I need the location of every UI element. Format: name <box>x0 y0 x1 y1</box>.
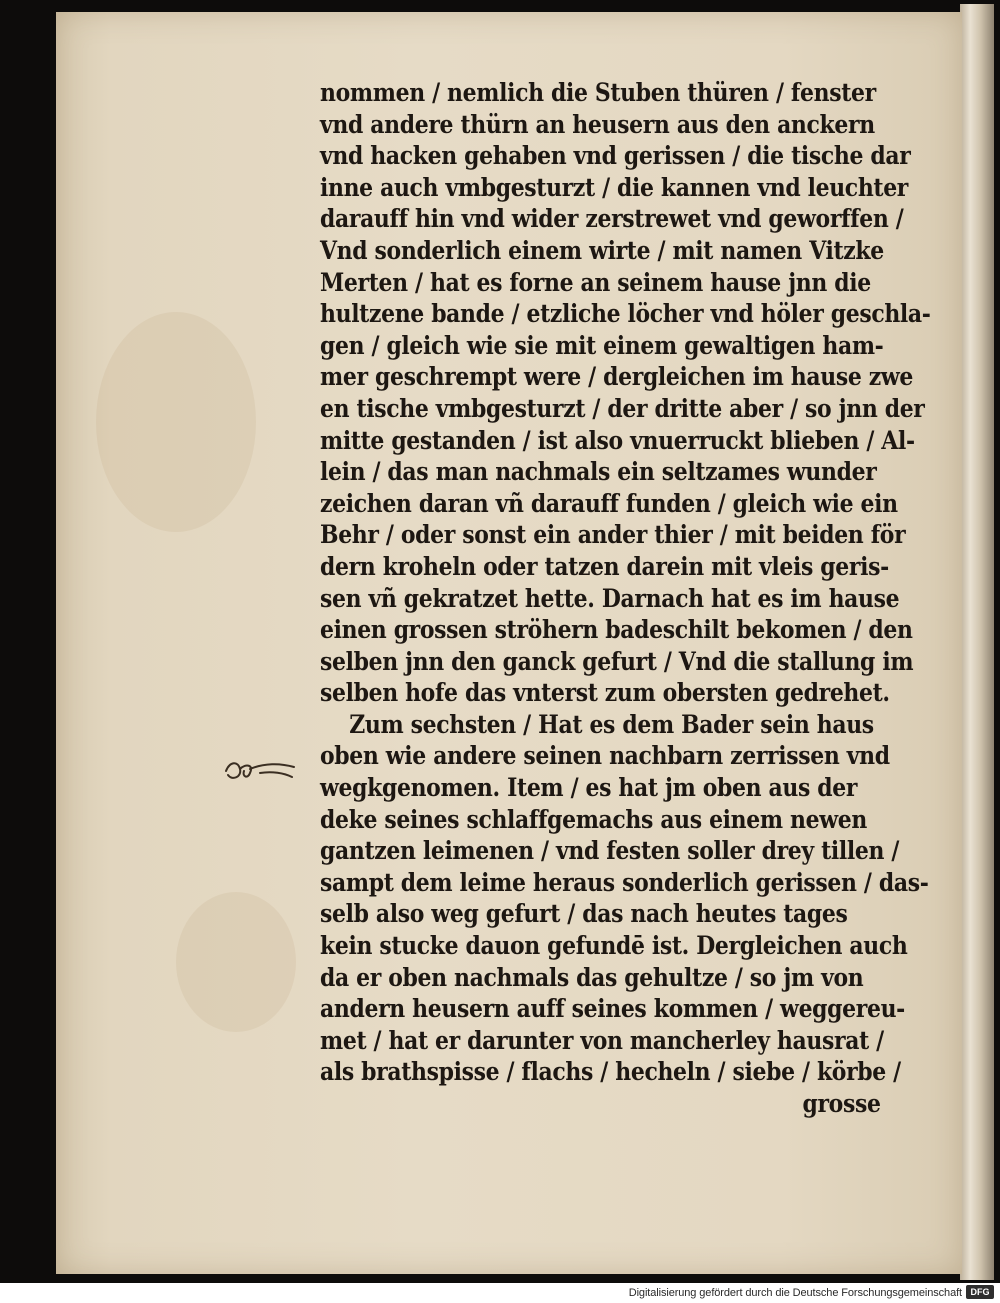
page-text <box>320 78 970 1121</box>
text-line: Vnd sonderlich einem wirte / mit namen Vitzke <box>320 235 884 266</box>
text-line: en tische vmbgesturzt / der dritte aber / so jnn der <box>320 393 925 424</box>
text-line: hultzene bande / etzliche löcher vnd höler geschla- <box>320 299 931 330</box>
text-line: selben jnn den ganck gefurt / Vnd die stallung im <box>320 646 914 677</box>
text-line: Zum sechsten / Hat es dem Bader sein haus <box>349 709 874 740</box>
paper-stain <box>96 312 256 532</box>
paper-stain <box>176 892 296 1032</box>
text-line: dern kroheln oder tatzen darein mit vleis geris- <box>320 551 889 582</box>
text-line: zeichen daran vñ darauff funden / gleich wie ein <box>320 488 898 519</box>
text-line: inne auch vmbgesturzt / die kannen vnd leuchter <box>320 172 909 203</box>
text-line: vnd hacken gehaben vnd gerissen / die tische dar <box>320 141 911 172</box>
text-line: sen vñ gekratzet hette. Darnach hat es im hause <box>320 583 900 614</box>
catchword: grosse <box>802 1089 881 1119</box>
text-line: andern heusern auff seines kommen / weggereu- <box>320 994 905 1025</box>
text-line: als brathspisse / flachs / hecheln / siebe / körbe / <box>320 1057 901 1088</box>
text-line: wegkgenomen. Item / es hat jm oben aus der <box>320 773 858 804</box>
text-line: gen / gleich wie sie mit einem gewaltigen ham- <box>320 330 884 361</box>
text-line: Behr / oder sonst ein ander thier / mit beiden för <box>320 520 906 551</box>
text-line: da er oben nachmals das gehultze / so jm von <box>320 962 864 993</box>
marginal-pointer-mark <box>220 755 300 791</box>
text-line: vnd andere thürn an heusern aus den anckern <box>320 109 875 140</box>
text-line: oben wie andere seinen nachbarn zerrissen vnd <box>320 741 890 772</box>
text-line: einen grossen ströhern badeschilt bekomen / den <box>320 615 913 646</box>
text-line: darauff hin vnd wider zerstrewet vnd geworffen / <box>320 204 904 235</box>
text-line: mitte gestanden / ist also vnuerruckt blieben / Al- <box>320 425 915 456</box>
text-line: selb also weg gefurt / das nach heutes tages <box>320 899 848 930</box>
text-line: selben hofe das vnterst zum obersten gedrehet. <box>320 678 890 709</box>
text-line: kein stucke dauon gefundē ist. Dergleichen auch <box>320 931 908 962</box>
text-line: met / hat er darunter von mancherley hausrat / <box>320 1025 884 1056</box>
text-line: sampt dem leime heraus sonderlich gerissen / das- <box>320 867 929 898</box>
text-line: gantzen leimenen / vnd festen soller drey tillen / <box>320 836 900 867</box>
dfg-logo-icon: DFG <box>966 1285 994 1299</box>
text-line: mer geschrempt were / dergleichen im hause zwe <box>320 362 913 393</box>
text-line: deke seines schlaffgemachs aus einem newen <box>320 804 867 835</box>
funding-credit: Digitalisierung gefördert durch die Deutsche Forschungsgemeinschaft <box>628 1287 962 1299</box>
text-line: lein / das man nachmals ein seltzames wunder <box>320 457 877 488</box>
text-line: nommen / nemlich die Stuben thüren / fenster <box>320 78 876 108</box>
text-line: Merten / hat es forne an seinem hause jnn die <box>320 267 871 298</box>
